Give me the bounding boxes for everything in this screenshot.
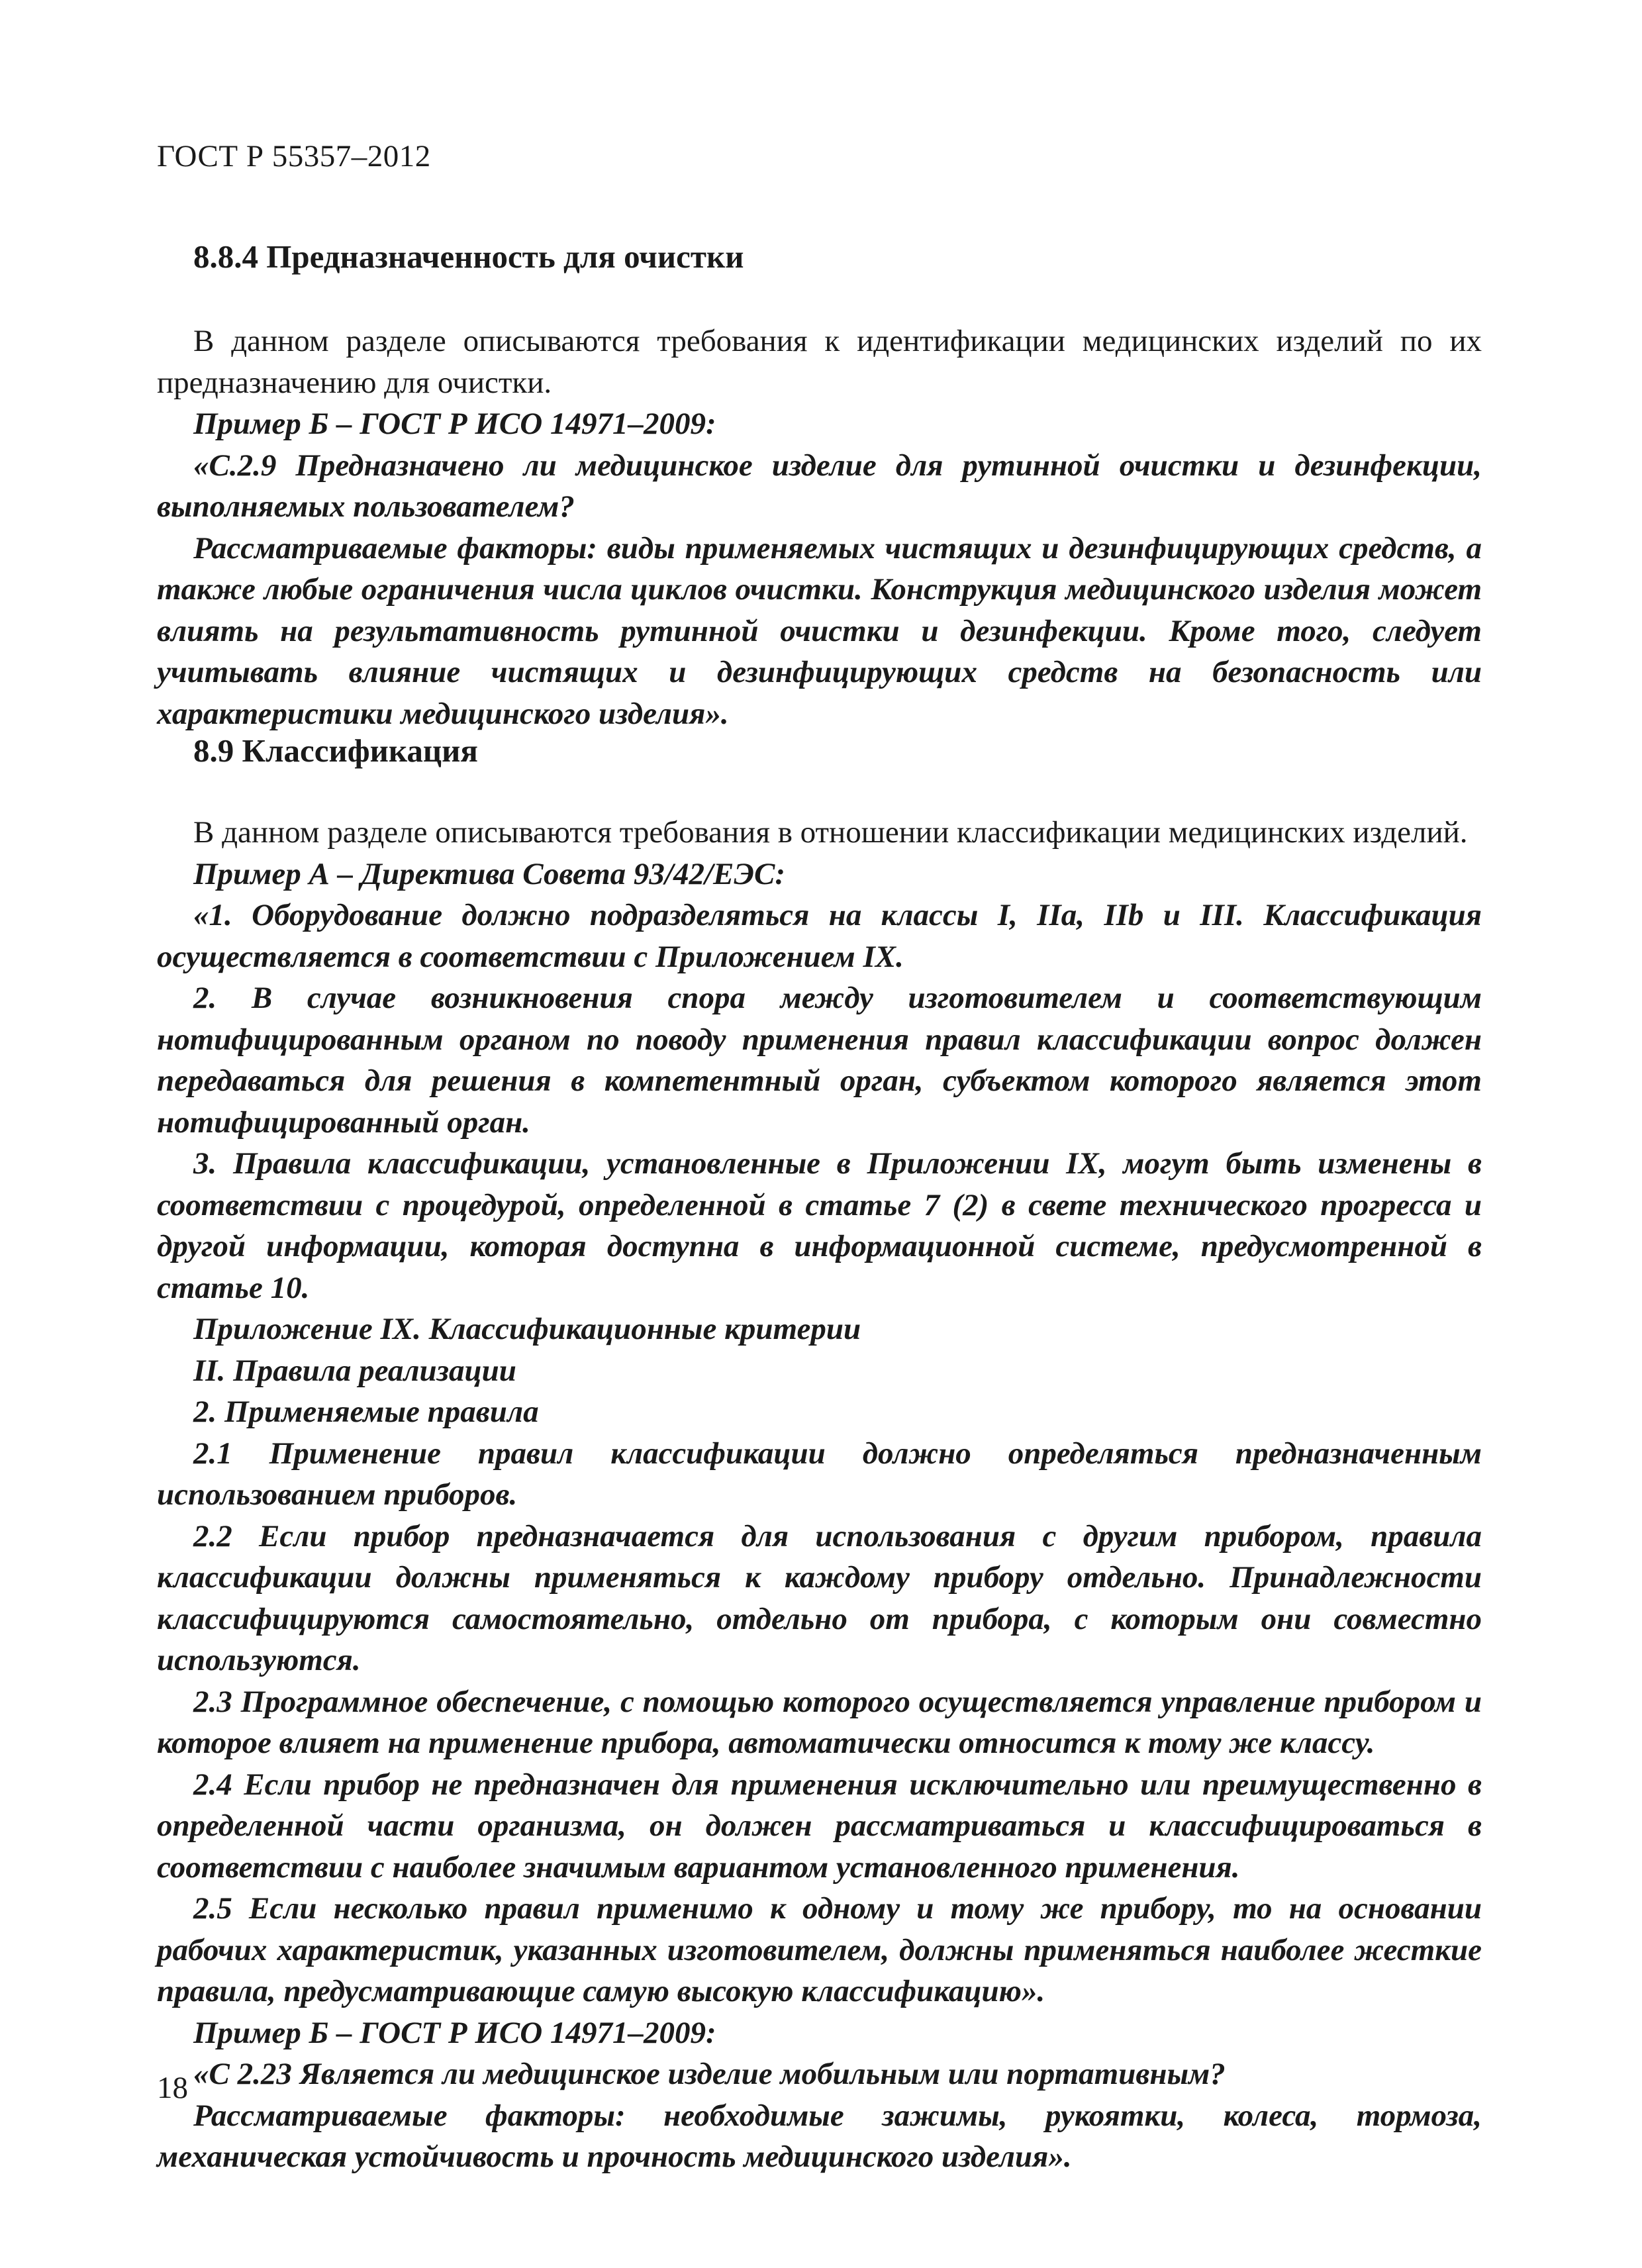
- section-body-8-8-4: [157, 320, 1482, 734]
- section-heading-8-8-4: 8.8.4 Предназначенность для очистки: [193, 238, 744, 275]
- quote-paragraph: «1. Оборудование должно подразделяться на классы I, IIa, IIb и III. Классификация осуществляется в соответствии с Приложением IX.: [157, 898, 1482, 974]
- quote-paragraph: 2. В случае возникновения спора между изготовителем и соответствующим нотифицированным органом по поводу применения правил классификации вопрос должен передаваться для решения в компетентный орган, субъектом которого является этот нотифицированный орган.: [157, 981, 1482, 1140]
- quote-paragraph: Рассматриваемые факторы: виды применяемых чистящих и дезинфицирующих средств, а также любые ограничения числа циклов очистки. Конструкция медицинского изделия может влиять на результативность рутинной очистки и дезинфекции. Кроме того, следует учитывать влияние чистящих и дезинфицирующих средств на безопасность или характеристики медицинского изделия».: [157, 530, 1482, 731]
- rule-paragraph: 2.5 Если несколько правил применимо к одному и тому же прибору, то на основании рабочих характеристик, указанных изготовителем, должны применяться наиболее жесткие правила, предусматривающие самую высокую классификацию».: [157, 1891, 1482, 2008]
- annex-title: Приложение IX. Классификационные критерии: [193, 1312, 861, 1346]
- quote-paragraph: 3. Правила классификации, установленные в Приложении IX, могут быть изменены в соответствии с процедурой, определенной в статье 7 (2) в свете технического прогресса и другой информации, которая доступна в информационной системе, предусмотренной в статье 10.: [157, 1146, 1482, 1305]
- rule-paragraph: 2.2 Если прибор предназначается для использования с другим прибором, правила классификации должны применяться к каждому прибору отдельно. Принадлежности классифицируются самостоятельно, отдельно от прибора, с которым они совместно используются.: [157, 1518, 1482, 1677]
- example-title: Пример Б – ГОСТ Р ИСО 14971–2009:: [193, 407, 716, 441]
- document-header: ГОСТ Р 55357–2012: [157, 139, 431, 173]
- rule-paragraph: 2.1 Применение правил классификации должно определяться предназначенным использованием приборов.: [157, 1436, 1482, 1512]
- page-number: 18: [157, 2071, 188, 2105]
- quote-paragraph: «С.2.9 Предназначено ли медицинское изделие для рутинной очистки и дезинфекции, выполняемых пользователем?: [157, 448, 1482, 524]
- intro-paragraph: В данном разделе описываются требования в отношении классификации медицинских изделий.: [193, 815, 1468, 850]
- intro-paragraph: В данном разделе описываются требования к идентификации медицинских изделий по их предназначению для очистки.: [157, 324, 1482, 400]
- example-title: Пример Б – ГОСТ Р ИСО 14971–2009:: [193, 2015, 716, 2050]
- quote-paragraph: «С 2.23 Является ли медицинское изделие мобильным или портативным?: [193, 2057, 1226, 2091]
- rule-paragraph: 2.3 Программное обеспечение, с помощью которого осуществляется управление прибором и которое влияет на применение прибора, автоматически относится к тому же классу.: [157, 1684, 1482, 1760]
- quote-paragraph: Рассматриваемые факторы: необходимые зажимы, рукоятки, колеса, тормоза, механическая устойчивость и прочность медицинского изделия».: [157, 2098, 1482, 2174]
- rule-paragraph: 2.4 Если прибор не предназначен для применения исключительно или преимущественно в определенной части организма, он должен рассматриваться и классифицироваться в соответствии с наиболее значимым вариантом установленного применения.: [157, 1767, 1482, 1885]
- rules-title: 2. Применяемые правила: [193, 1395, 539, 1429]
- example-title: Пример А – Директива Совета 93/42/ЕЭС:: [193, 856, 785, 891]
- annex-subtitle: II. Правила реализации: [193, 1353, 516, 1388]
- section-body-8-9: [157, 812, 1482, 2178]
- section-heading-8-9: 8.9 Классификация: [193, 732, 478, 769]
